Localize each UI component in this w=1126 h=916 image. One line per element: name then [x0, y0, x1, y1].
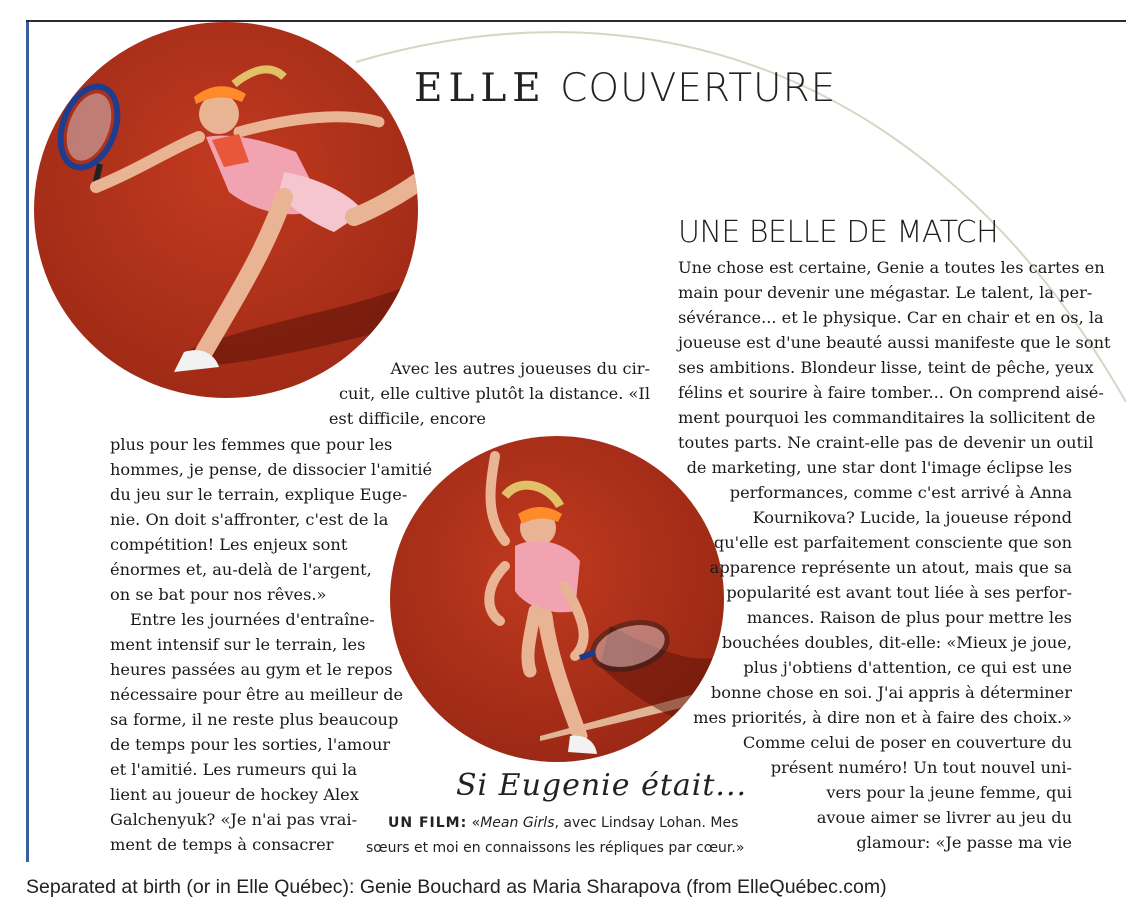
body-line: vers pour la jeune femme, qui [826, 783, 1072, 802]
body-line: qu'elle est parfaitement consciente que son [713, 533, 1072, 552]
body-line: lient au joueur de hockey Alex [110, 785, 359, 804]
body-line: nie. On doit s'affronter, c'est de la [110, 510, 389, 529]
body-line: glamour: «Je passe ma vie [856, 833, 1072, 852]
body-line: heures passées au gym et le repos [110, 660, 393, 679]
sidebar-film-line-2: sœurs et moi en connaissons les répliques par cœur.» [366, 840, 745, 856]
body-line: performances, comme c'est arrivé à Anna [729, 483, 1072, 502]
body-line: on se bat pour nos rêves.» [110, 585, 327, 604]
article-headline: UNE BELLE DE MATCH [678, 215, 999, 250]
body-line: ment de temps à consacrer [110, 835, 334, 854]
body-line: de temps pour les sorties, l'amour [110, 735, 391, 754]
body-line: énormes et, au-delà de l'argent, [110, 560, 372, 579]
body-line: bonne chose en soi. J'ai appris à déterminer [710, 683, 1072, 702]
body-line: est difficile, encore [328, 409, 486, 428]
body-line: hommes, je pense, de dissocier l'amitié [110, 460, 433, 479]
body-line: sa forme, il ne reste plus beaucoup [110, 710, 399, 729]
masthead-elle: ELLE [414, 66, 547, 111]
masthead-section: COUVERTURE [560, 66, 837, 111]
masthead [414, 66, 836, 111]
sidebar-film-line [388, 815, 738, 831]
body-line: ment pourquoi les commanditaires la sollicitent de [678, 408, 1096, 427]
body-line: joueuse est d'une beauté aussi manifeste que le sont [678, 333, 1111, 352]
body-line: main pour devenir une mégastar. Le talent, la per- [678, 283, 1093, 302]
body-line: avoue aimer se livrer au jeu du [816, 808, 1072, 827]
body-line: nécessaire pour être au meilleur de [110, 685, 404, 704]
body-line: ses ambitions. Blondeur lisse, teint de pêche, yeux [678, 358, 1094, 377]
film-title: Mean Girls [480, 815, 555, 831]
body-line: sévérance... et le physique. Car en chair et en os, la [678, 308, 1104, 327]
image-caption: Separated at birth (or in Elle Québec): Genie Bouchard as Maria Sharapova (from ElleQuébec.com) [26, 876, 887, 898]
film-label: UN FILM: [388, 815, 468, 831]
film-text: , avec Lindsay Lohan. Mes [554, 815, 739, 831]
body-line: mances. Raison de plus pour mettre les [746, 608, 1072, 627]
film-quote-open: « [471, 815, 481, 831]
body-line: du jeu sur le terrain, explique Euge- [110, 485, 408, 504]
body-line: félins et sourire à faire tomber... On comprend aisé- [678, 383, 1104, 402]
tennis-photo-serve [390, 436, 724, 762]
body-line: bouchées doubles, dit-elle: «Mieux je joue, [721, 633, 1072, 652]
body-line: de marketing, une star dont l'image éclipse les [686, 458, 1072, 477]
body-line: apparence représente un atout, mais que sa [709, 558, 1072, 577]
body-line: Comme celui de poser en couverture du [742, 733, 1072, 752]
body-line: mes priorités, à dire non et à faire des choix.» [693, 708, 1072, 727]
body-line: et l'amitié. Les rumeurs qui la [110, 760, 358, 779]
body-line: présent numéro! Un tout nouvel uni- [770, 758, 1072, 777]
body-line: Kournikova? Lucide, la joueuse répond [752, 508, 1072, 527]
body-line: compétition! Les enjeux sont [110, 535, 348, 554]
body-line: Entre les journées d'entraîne- [130, 610, 375, 629]
body-line: plus j'obtiens d'attention, ce qui est une [743, 658, 1072, 677]
body-line: Avec les autres joueuses du cir- [390, 359, 650, 378]
sidebar-heading: Si Eugenie était... [456, 768, 748, 803]
magazine-page [26, 20, 1126, 862]
body-line: popularité est avant tout liée à ses perfor- [726, 583, 1072, 602]
body-line: toutes parts. Ne craint-elle pas de devenir un outil [678, 433, 1094, 452]
body-line: ment intensif sur le terrain, les [110, 635, 366, 654]
tennis-photo-lunge [34, 22, 418, 398]
body-line: Une chose est certaine, Genie a toutes les cartes en [678, 258, 1105, 277]
body-line: plus pour les femmes que pour les [110, 435, 393, 454]
body-line: cuit, elle cultive plutôt la distance. «Il [338, 384, 650, 403]
body-line: Galchenyuk? «Je n'ai pas vrai- [110, 810, 358, 829]
